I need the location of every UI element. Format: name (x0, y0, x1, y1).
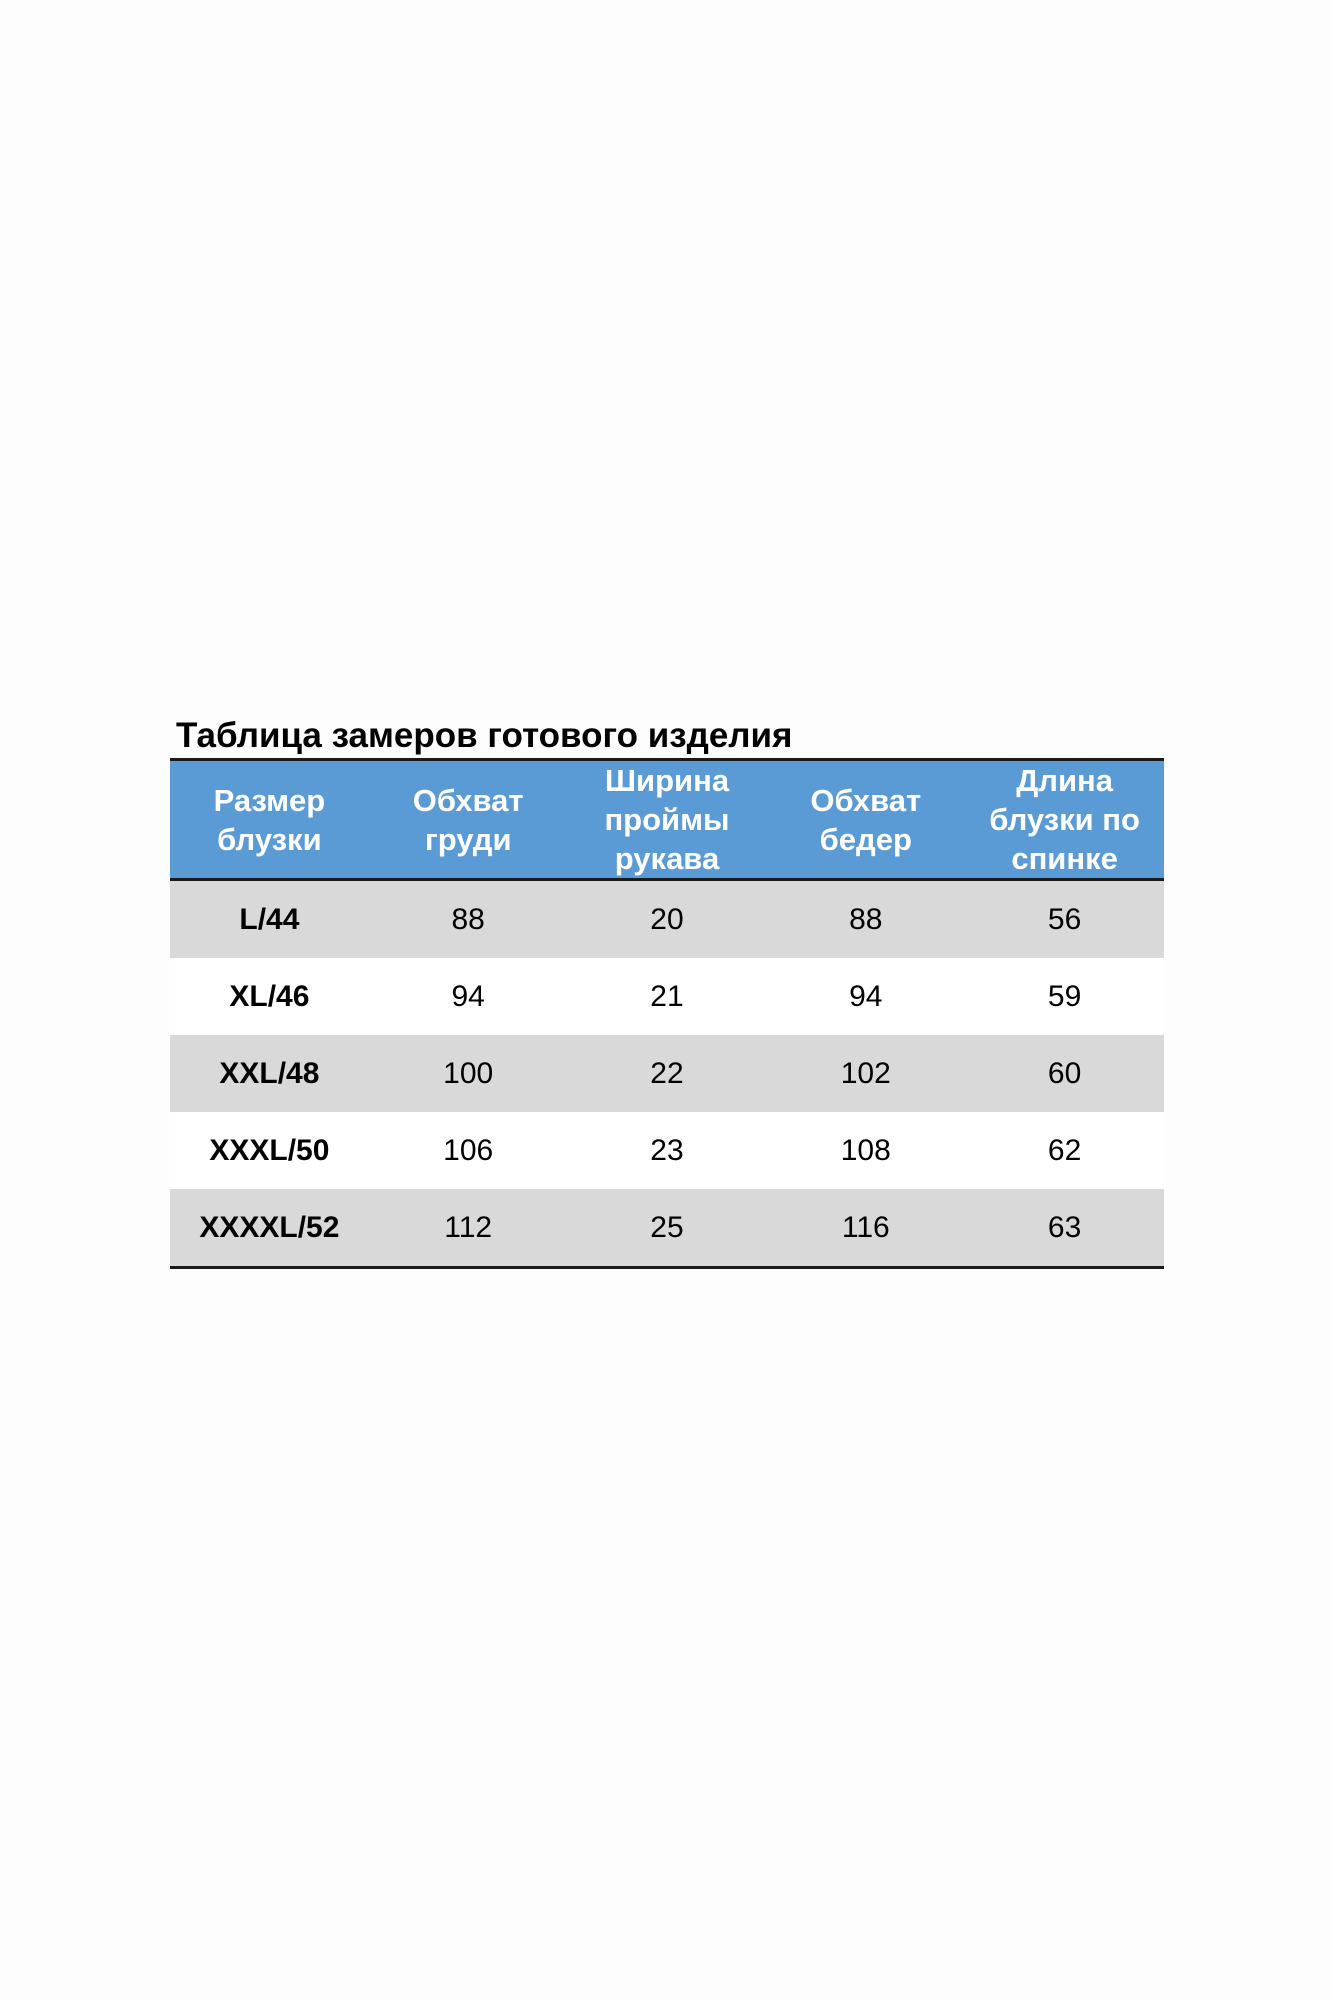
armhole-cell: 25 (568, 1189, 767, 1268)
table-row (170, 958, 1164, 1035)
table-header (170, 760, 1164, 880)
hips-cell: 94 (766, 958, 965, 1035)
back-length-cell: 63 (965, 1189, 1164, 1268)
size-cell: XXL/48 (170, 1035, 369, 1112)
hips-cell: 102 (766, 1035, 965, 1112)
header-row (170, 760, 1164, 880)
chest-cell: 112 (369, 1189, 568, 1268)
chest-cell: 88 (369, 880, 568, 959)
table-row (170, 1189, 1164, 1268)
table-row (170, 880, 1164, 959)
armhole-cell: 22 (568, 1035, 767, 1112)
back-length-cell: 56 (965, 880, 1164, 959)
header-chest: Обхват груди (369, 760, 568, 880)
armhole-cell: 23 (568, 1112, 767, 1189)
header-size: Размер блузки (170, 760, 369, 880)
size-cell: XXXL/50 (170, 1112, 369, 1189)
table-body (170, 880, 1164, 1268)
back-length-cell: 62 (965, 1112, 1164, 1189)
hips-cell: 88 (766, 880, 965, 959)
size-table (170, 758, 1164, 1269)
back-length-cell: 59 (965, 958, 1164, 1035)
table-title: Таблица замеров готового изделия (176, 716, 793, 755)
header-back-length: Длина блузки по спинке (965, 760, 1164, 880)
size-cell: XXXXL/52 (170, 1189, 369, 1268)
chest-cell: 100 (369, 1035, 568, 1112)
header-armhole: Ширина проймы рукава (568, 760, 767, 880)
chest-cell: 106 (369, 1112, 568, 1189)
table-row (170, 1035, 1164, 1112)
armhole-cell: 21 (568, 958, 767, 1035)
size-cell: XL/46 (170, 958, 369, 1035)
back-length-cell: 60 (965, 1035, 1164, 1112)
size-cell: L/44 (170, 880, 369, 959)
hips-cell: 116 (766, 1189, 965, 1268)
hips-cell: 108 (766, 1112, 965, 1189)
header-hips: Обхват бедер (766, 760, 965, 880)
table-row (170, 1112, 1164, 1189)
chest-cell: 94 (369, 958, 568, 1035)
armhole-cell: 20 (568, 880, 767, 959)
